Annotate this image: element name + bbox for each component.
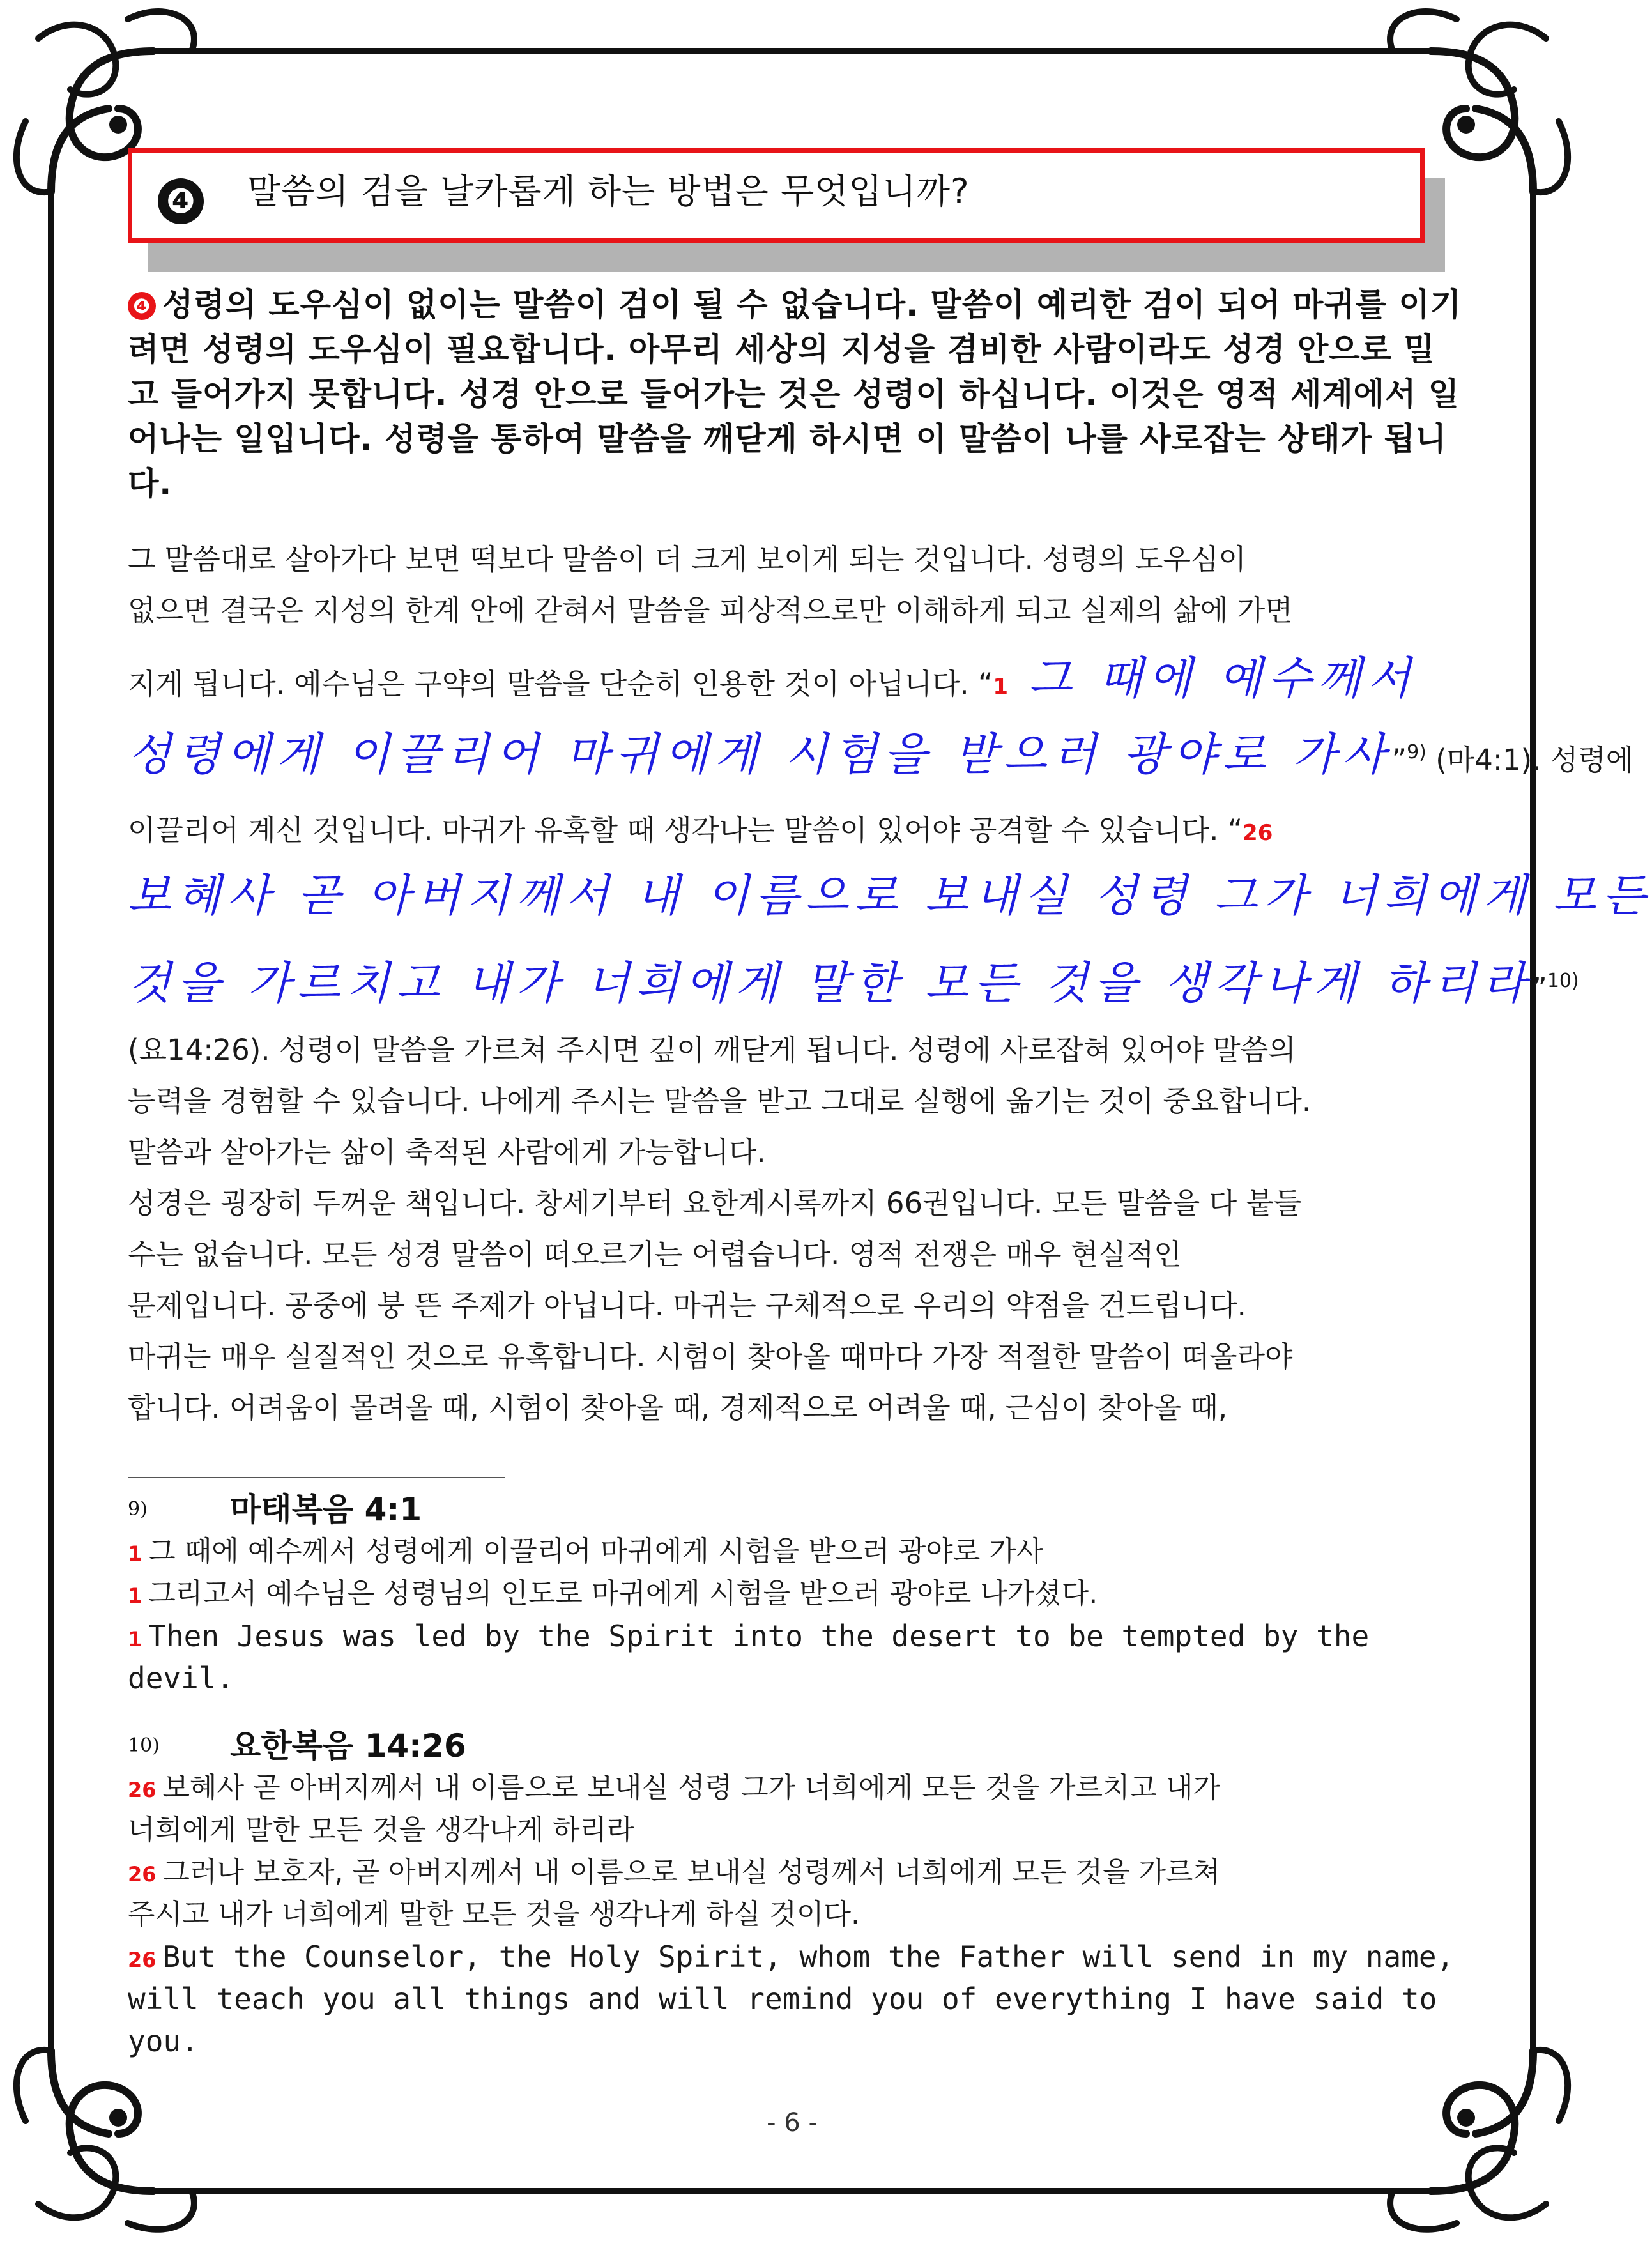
- footnote-line: 주시고 내가 너희에게 말한 모든 것을 생각나게 하실 것이다.: [128, 1898, 860, 1931]
- footnote-text: 그 때에 예수께서 성령에게 이끌리어 마귀에게 시험을 받으러 광야로 가사: [148, 1535, 1044, 1568]
- body-line: (요14:26). 성령이 말씀을 가르쳐 주시면 깊이 깨닫게 됩니다. 성령에 사로잡혀 있어야 말씀의: [128, 1033, 1296, 1067]
- verse-quote: 그 때에 예수께서: [1029, 652, 1418, 705]
- answer-number: ❹: [128, 292, 156, 320]
- body-line: 말씀과 살아가는 삶이 축적된 사람에게 가능합니다.: [128, 1135, 766, 1169]
- footnote-line: devil.: [128, 1661, 234, 1695]
- question-box: [128, 148, 1425, 243]
- verse-number: 26: [128, 1862, 157, 1886]
- quote-mark: ”: [1391, 743, 1407, 777]
- answer-summary: [128, 282, 1463, 506]
- question-text: 말씀의 검을 날카롭게 하는 방법은 무엇입니까?: [247, 171, 970, 211]
- body-line: 수는 없습니다. 모든 성경 말씀이 떠오르기는 어렵습니다. 영적 전쟁은 매우 현실적인: [128, 1237, 1182, 1271]
- footnote-line: [128, 1531, 1457, 1575]
- answer-bold-text: 성령의 도우심이 없이는 말씀이 검이 될 수 없습니다. 말씀이 예리한 검이 되어 마귀를 이기려면 성령의 도우심이 필요합니다. 아무리 세상의 지성을 겸비한 사람이라도 성경 안으로 밀고 들어가지 못합니다. 성경 안으로 들어가는 것은 성령이 하십니다. 이것은 영적 세계에서 일어나는 일입니다. 성령을 통하여 말씀을 깨닫게 하시면 이 말씀이 나를 사로잡는 상태가 됩니다.: [128, 286, 1462, 502]
- verse-number: 26: [128, 1948, 157, 1972]
- body-line-with-verse: [128, 721, 1633, 792]
- body-line: 그 말씀대로 살아가다 보면 떡보다 말씀이 더 크게 보이게 되는 것입니다. 성령의 도우심이: [128, 542, 1246, 576]
- body-line-with-verse: [128, 949, 1579, 1021]
- footnote-title: 마태복음 4:1: [230, 1491, 422, 1528]
- body-line: 능력을 경험할 수 있습니다. 나에게 주시는 말씀을 받고 그대로 실행에 옮기는 것이 중요합니다.: [128, 1084, 1312, 1118]
- body-line: 없으면 결국은 지성의 한계 안에 갇혀서 말씀을 피상적으로만 이해하게 되고 실제의 삶에 가면: [128, 593, 1293, 627]
- body-line-with-verse: [128, 646, 1417, 719]
- footnote-line: [128, 1615, 1457, 1660]
- verse-quote: 것을 가르치고 내가 너희에게 말한 모든 것을 생각나게 하리라: [128, 957, 1533, 1009]
- footnote-heading: [128, 1488, 422, 1531]
- body-text: (마4:1). 성령에: [1426, 743, 1634, 777]
- body-text: 이끌리어 계신 것입니다. 마귀가 유혹할 때 생각나는 말씀이 있어야 공격할 수 있습니다.: [128, 813, 1228, 847]
- footnote-ref[interactable]: 9): [1407, 741, 1426, 763]
- verse-number: 26: [1243, 820, 1273, 846]
- footnote-text: But the Counselor, the Holy Spirit, whom the Father will send in my name,: [162, 1939, 1455, 1974]
- verse-number: 1: [128, 1627, 142, 1651]
- verse-number: 1: [128, 1541, 142, 1566]
- page-number: - 6 -: [767, 2108, 818, 2138]
- footnote-line: [128, 1936, 1457, 1981]
- quote-mark: “: [1227, 813, 1243, 847]
- verse-quote-line: 보혜사 곧 아버지께서 내 이름으로 보내실 성령 그가 너희에게 모든: [128, 869, 1652, 922]
- footnote-line: [128, 1767, 1457, 1811]
- body-line: 마귀는 매우 실질적인 것으로 유혹합니다. 시험이 찾아올 때마다 가장 적절한 말씀이 떠올라야: [128, 1340, 1293, 1373]
- body-text: 지게 됩니다. 예수님은 구약의 말씀을 단순히 인용한 것이 아닙니다.: [128, 667, 979, 701]
- footnote-line: will teach you all things and will remind you of everything I have said to: [128, 1982, 1437, 2016]
- footnote-text: 보혜사 곧 아버지께서 내 이름으로 보내실 성령 그가 너희에게 모든 것을 가르치고 내가: [162, 1771, 1221, 1804]
- footnote-index: 10): [128, 1734, 160, 1757]
- quote-mark: “: [978, 667, 993, 701]
- verse-number: 26: [128, 1778, 157, 1802]
- footnote-line: [128, 1573, 1457, 1617]
- quote-mark: ”: [1532, 972, 1547, 1006]
- question-number: ❹: [158, 178, 204, 224]
- verse-quote: 성령에게 이끌리어 마귀에게 시험을 받으러 광야로 가사: [128, 728, 1392, 781]
- verse-number: 1: [128, 1584, 142, 1608]
- footnote-line: 너희에게 말한 모든 것을 생각나게 하리라: [128, 1814, 634, 1846]
- body-line: 성경은 굉장히 두꺼운 책입니다. 창세기부터 요한계시록까지 66권입니다. 모든 말씀을 다 붙들: [128, 1186, 1302, 1220]
- footnote-text: Then Jesus was led by the Spirit into the desert to be tempted by the: [148, 1619, 1370, 1653]
- footnote-index: 9): [128, 1498, 148, 1520]
- footnote-title: 요한복음 14:26: [230, 1727, 466, 1764]
- body-line: 합니다. 어려움이 몰려올 때, 시험이 찾아올 때, 경제적으로 어려울 때, 근심이 찾아올 때,: [128, 1391, 1228, 1425]
- footnote-line: you.: [128, 2024, 199, 2058]
- body-line: [128, 811, 1273, 852]
- footnote-heading: [128, 1725, 466, 1767]
- footnote-line: [128, 1851, 1457, 1895]
- body-line: 문제입니다. 공중에 붕 뜬 주제가 아닙니다. 마귀는 구체적으로 우리의 약점을 건드립니다.: [128, 1289, 1246, 1322]
- footnote-divider: [128, 1477, 505, 1478]
- verse-number: 1: [993, 674, 1009, 700]
- footnote-ref[interactable]: 10): [1547, 970, 1579, 992]
- footnote-text: 그러나 보호자, 곧 아버지께서 내 이름으로 보내실 성령께서 너희에게 모든 것을 가르쳐: [162, 1856, 1221, 1888]
- footnote-text: 그리고서 예수님은 성령님의 인도로 마귀에게 시험을 받으러 광야로 나가셨다.: [148, 1577, 1098, 1610]
